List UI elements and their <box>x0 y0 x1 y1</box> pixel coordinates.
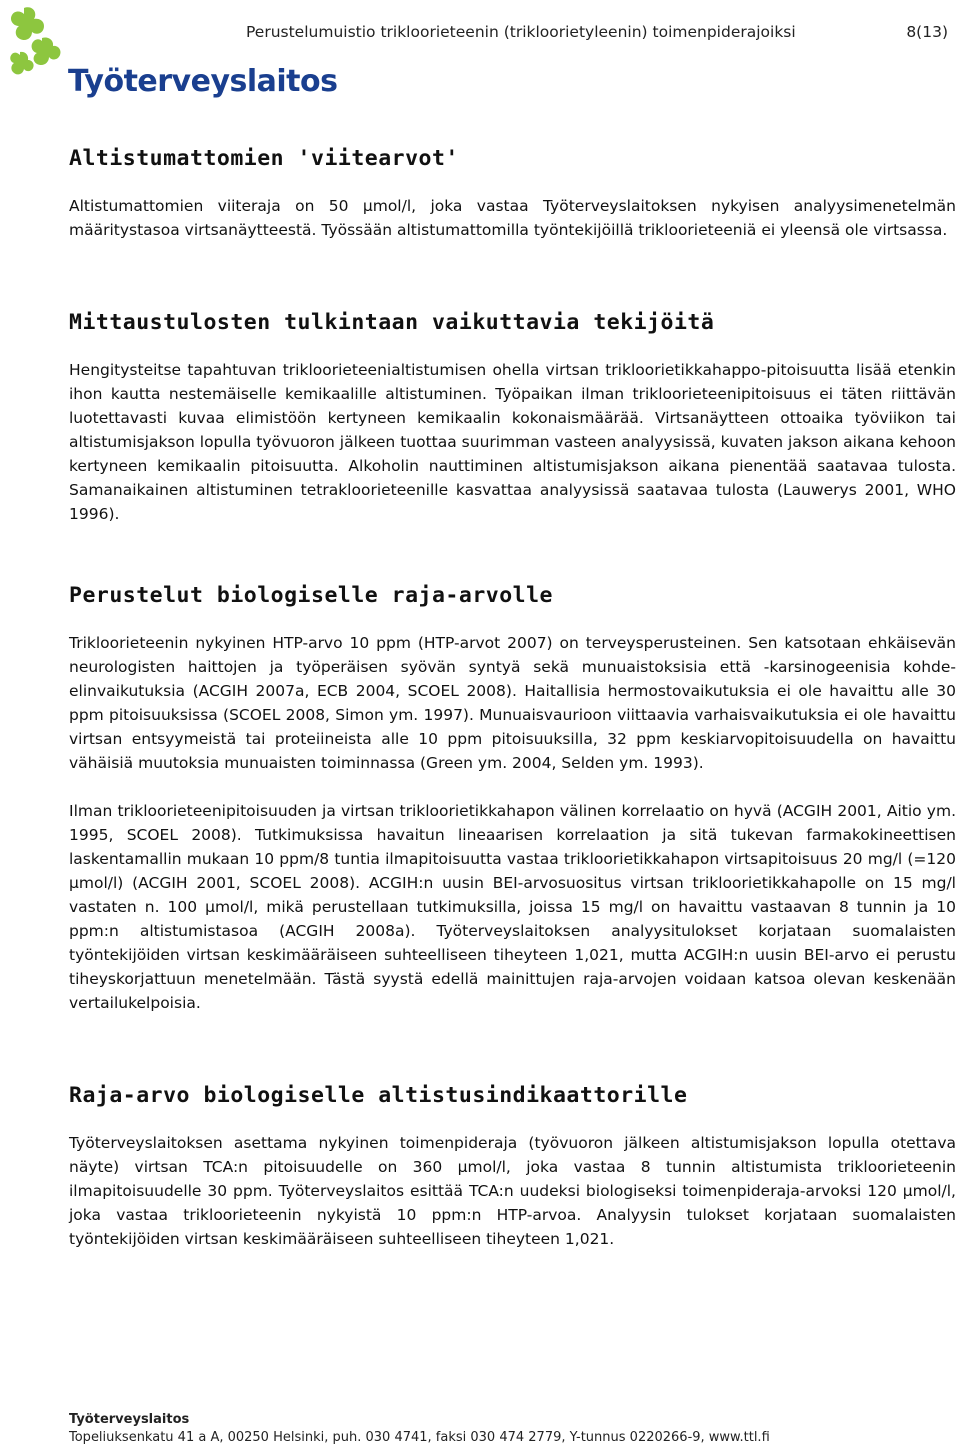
page-number: 8(13) <box>906 23 948 41</box>
paragraph: Trikloorieteenin nykyinen HTP-arvo 10 ppm (HTP-arvot 2007) on terveysperusteinen. Sen katsotaan ehkäisevän neurologisten haittojen ja työperäisen syövän syntyä sekä munuaistoksisia että -karsinogeenisia kohde-elinvaikutuksia (ACGIH 2007a, ECB 2004, SCOEL 2008). Haitallisia hermostovaikutuksia ei ole havaittu alle 30 ppm pitoisuuksissa (SCOEL 2008, Simon ym. 1997). Munuaisvaurioon viittaavia varhaisvaikutuksia ei ole havaittu virtsan entsyymeistä tai proteiineista alle 10 ppm pitoisuuksilla, 32 ppm keskiarvopitoisuudella on havaittu vähäisiä muutoksia munuaisten toiminnassa (Green ym. 2004, Selden ym. 1993). <box>69 634 956 772</box>
paragraph: Työterveyslaitoksen asettama nykyinen toimenpideraja (työvuoron jälkeen altistumisjakson lopulla otettava näyte) virtsan TCA:n pitoisuudelle on 360 µmol/l, joka vastaa 8 tunnin altistumista trikloorieteenin ilmapitoisuudelle 30 ppm. Työterveyslaitos esittää TCA:n uudeksi biologiseksi toimenpideraja-arvoksi 120 µmol/l, joka vastaa trikloorieteenin nykyistä 10 ppm:n HTP-arvoa. Analyysin tulokset korjataan suomalaisten työntekijöiden virtsan keskimääräiseen suhteelliseen tiheyteen 1,021. <box>69 1134 956 1248</box>
section-heading: Raja-arvo biologiselle altistusindikaattorille <box>69 1083 688 1108</box>
document-body <box>69 144 956 1251</box>
ttl-logo-icon <box>8 6 62 92</box>
paragraph: Ilman trikloorieteenipitoisuuden ja virtsan trikloorietikkahapon välinen korrelaatio on hyvä (ACGIH 2001, Aitio ym. 1995, SCOEL 2008). Tutkimuksissa havaitun lineaarisen korrelaation ja sitä tukevan farmakokineettisen laskentamallin mukaan 10 ppm/8 tuntia ilmapitoisuutta vastaa trikloorietikkahapon virtsapitoisuus 20 mg/l (=120 µmol/l) (ACGIH 2001, SCOEL 2008). ACGIH:n uusin BEI-arvosuositus virtsan trikloorietikkahapolle on 15 mg/l vastaten n. 100 µmol/l, mikä perustellaan tutkimuksilla, joissa 15 mg/l on havaittu vastaavan 8 tunnin ja 10 ppm:n altistumistasoa (ACGIH 2008a). Työterveyslaitoksen analyysitulokset korjataan suomalaisten työntekijöiden virtsan keskimääräiseen suhteelliseen tiheyteen 1,021, mutta ACGIH:n uusin BEI-arvo ei perustu tiheyskorjattuun menetelmään. Tästä syystä edellä mainittujen raja-arvojen voidaan katsoa olevan keskenään vertailukelpoisia. <box>69 802 956 1012</box>
page-footer <box>69 1411 770 1447</box>
section-heading: Mittaustulosten tulkintaan vaikuttavia tekijöitä <box>69 310 715 335</box>
section-heading: Altistumattomien 'viitearvot' <box>69 146 459 171</box>
footer-organization: Työterveyslaitos <box>69 1412 190 1427</box>
document-title: Perustelumuistio trikloorieteenin (trikloorietyleenin) toimenpiderajoiksi <box>246 23 796 41</box>
paragraph: Hengitysteitse tapahtuvan trikloorieteenialtistumisen ohella virtsan trikloorietikkahappo-pitoisuutta lisää etenkin ihon kautta nestemäiselle kemikaalille altistuminen. Työpaikan ilman trikloorieteenipitoisuus ei täten riittävän luotettavasti kuvaa elimistöön kertyneen kemikaalin kokonaismäärää. Virtsanäytteen ottoaika työviikon tai altistumisjakson lopulla työvuoron jälkeen tuottaa suurimman vasteen analyysissä, kuvaten jakson aikana kehoon kertyneen kemikaalin pitoisuutta. Alkoholin nauttiminen altistumisjakson aikana pienentää saatavaa tulosta. Samanaikainen altistuminen tetrakloorieteenille kasvattaa analyysissä saatavaa tulosta (Lauwerys 2001, WHO 1996). <box>69 361 956 523</box>
section-heading: Perustelut biologiselle raja-arvolle <box>69 583 553 608</box>
paragraph: Altistumattomien viiteraja on 50 µmol/l, joka vastaa Työterveyslaitoksen nykyisen analyysimenetelmän määritystasoa virtsanäytteestä. Työssään altistumattomilla työntekijöillä trikloorieteeniä ei yleensä ole virtsassa. <box>69 197 956 239</box>
logo-wordmark: Työterveyslaitos <box>68 64 338 99</box>
footer-address: Topeliuksenkatu 41 a A, 00250 Helsinki, puh. 030 4741, faksi 030 474 2779, Y-tunnus 0220266-9, www.ttl.fi <box>69 1430 770 1445</box>
